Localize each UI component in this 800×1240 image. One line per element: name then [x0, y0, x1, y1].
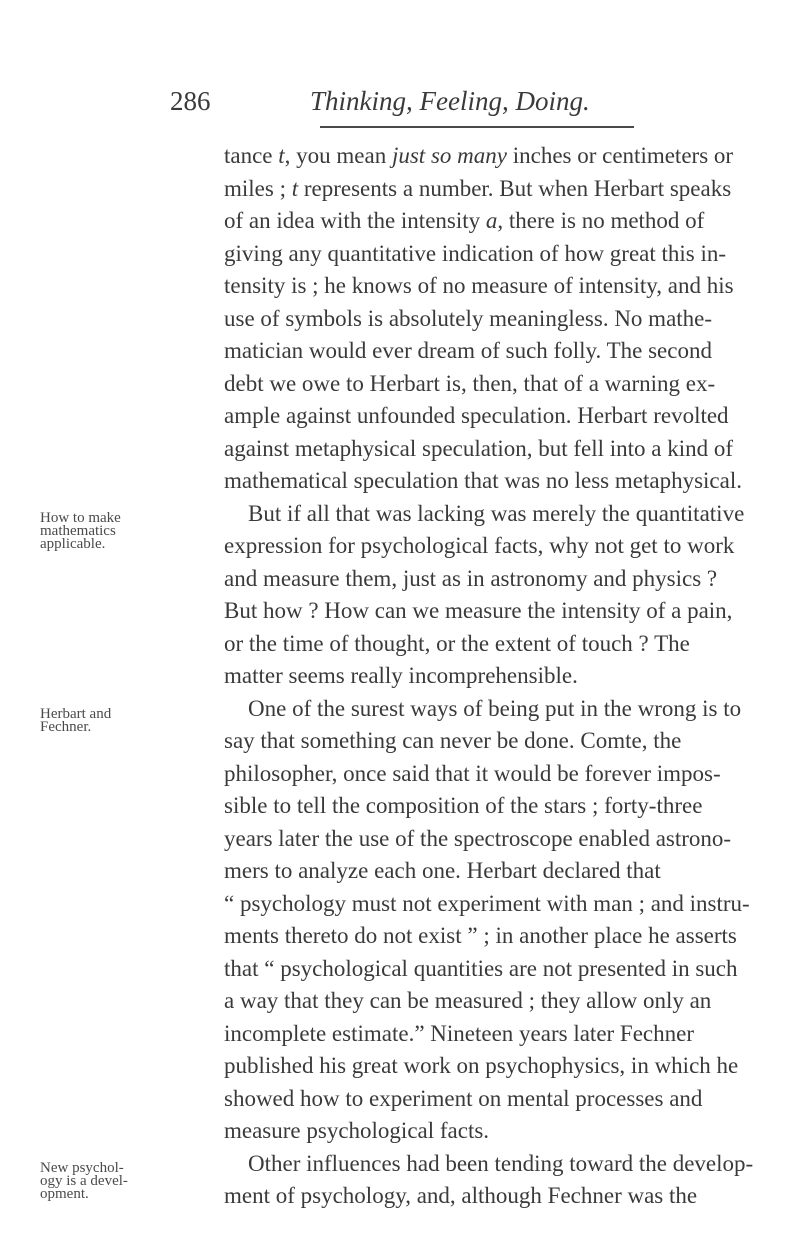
margin-note-herbart-and-fechner [40, 708, 210, 734]
text-segment: tance [224, 143, 279, 168]
header-rule [320, 126, 634, 128]
text-line [224, 725, 682, 758]
margin-note-line: opment. [40, 1186, 89, 1202]
italic-text: t [278, 143, 285, 168]
text-line [224, 790, 703, 823]
text-segment: expression for psychological facts, why not get to work [224, 533, 735, 558]
text-segment: But if all that was lacking was merely the quantitative [248, 500, 745, 526]
italic-text: just so many [391, 143, 507, 168]
text-segment: a way that they can be measured ; they allow only an [224, 988, 712, 1013]
margin-note-line: Fechner. [40, 719, 92, 735]
text-line [224, 628, 690, 661]
text-line [224, 1083, 703, 1116]
text-segment: mers to analyze each one. Herbart declared that [224, 858, 661, 883]
text-line [224, 1050, 739, 1083]
text-segment: incomplete estimate.” Nineteen years later Fechner [224, 1020, 695, 1046]
text-line [224, 953, 738, 986]
text-segment: philosopher, once said that it would be forever impos- [224, 760, 721, 786]
text-line [224, 465, 742, 498]
margin-note-line: mathematics [40, 523, 116, 539]
text-segment: But how ? How can we measure the intensity of a pain, [224, 598, 733, 623]
text-line [224, 400, 729, 433]
text-segment: matician would ever dream of such folly. The second [224, 338, 712, 363]
text-segment: , you mean [284, 143, 392, 168]
text-segment: ments thereto do not exist ” ; in another place he asserts [224, 923, 737, 948]
margin-note-line: New psychol- [40, 1160, 124, 1176]
text-segment: giving any quantitative indication of how great this in- [224, 240, 727, 266]
text-segment: use of symbols is absolutely meaningless. No mathe- [224, 305, 713, 331]
text-line [224, 823, 732, 856]
text-line [224, 303, 713, 336]
text-segment: One of the surest ways of being put in the wrong is to [248, 695, 742, 721]
text-line [224, 173, 732, 206]
text-line [224, 498, 745, 531]
text-line [224, 238, 727, 271]
text-segment: of an idea with the intensity [224, 208, 486, 233]
text-line [224, 433, 734, 466]
text-segment: measure psychological facts. [224, 1118, 490, 1143]
text-segment: inches or centimeters or [506, 143, 734, 168]
text-line [224, 888, 750, 921]
text-line [224, 985, 712, 1018]
text-segment: “ psychology must not experiment with man ; and instru- [224, 890, 750, 916]
margin-note-line: applicable. [40, 536, 106, 552]
text-segment: mathematical speculation that was no less metaphysical. [224, 468, 742, 493]
text-line [224, 660, 624, 693]
text-segment: against metaphysical speculation, but fell into a kind of [224, 435, 734, 461]
running-title: Thinking, Feeling, Doing. [310, 86, 590, 116]
text-segment: tensity is ; he knows of no measure of intensity, and his [224, 273, 734, 298]
text-segment: or the time of thought, or the extent of touch ? The [224, 630, 690, 656]
text-line [224, 1148, 754, 1181]
text-line [224, 758, 721, 791]
text-line [224, 855, 661, 888]
text-line [224, 1115, 624, 1148]
text-line [224, 270, 734, 303]
body-text [224, 140, 754, 1213]
text-line [224, 140, 734, 173]
text-line [224, 1018, 695, 1051]
text-segment: that “ psychological quantities are not presented in such [224, 955, 738, 981]
text-line [224, 595, 733, 628]
italic-text: a [485, 208, 498, 233]
text-segment: sible to tell the composition of the stars ; forty-three [224, 793, 703, 818]
text-line [224, 920, 737, 953]
text-line [224, 693, 742, 726]
text-segment: , there is no method of [497, 208, 705, 233]
text-segment: and measure them, just as in astronomy and physics ? [224, 565, 718, 591]
italic-text: t [291, 175, 299, 201]
margin-note-line: ogy is a devel- [40, 1173, 128, 1189]
text-segment: say that something can never be done. Comte, the [224, 728, 682, 753]
text-line [224, 368, 716, 401]
margin-note-how-to-make-mathematics-applicable [40, 512, 210, 551]
text-line [224, 530, 735, 563]
text-segment: published his great work on psychophysics, in which he [224, 1053, 739, 1078]
margin-note-line: Herbart and [40, 706, 112, 722]
text-segment: years later the use of the spectroscope enabled astrono- [224, 825, 732, 851]
running-head [170, 86, 632, 126]
text-line [224, 205, 705, 238]
page-number: 286 [170, 86, 211, 116]
margin-note-new-psychology [40, 1162, 210, 1201]
text-segment: Other influences had been tending toward the develop- [248, 1150, 754, 1176]
text-segment: ment of psychology, and, although Fechner was the [224, 1183, 698, 1208]
text-segment: represents a number. But when Herbart speaks [298, 175, 732, 201]
text-segment: showed how to experiment on mental processes and [224, 1085, 703, 1111]
text-line [224, 563, 718, 596]
text-segment: matter seems really incomprehensible. [224, 663, 578, 688]
text-segment: debt we owe to Herbart is, then, that of a warning ex- [224, 370, 716, 396]
text-line [224, 335, 712, 368]
text-line [224, 1180, 698, 1213]
text-segment: ample against unfounded speculation. Herbart revolted [224, 403, 729, 428]
margin-note-line: How to make [40, 510, 121, 526]
text-segment: miles ; [224, 175, 292, 201]
